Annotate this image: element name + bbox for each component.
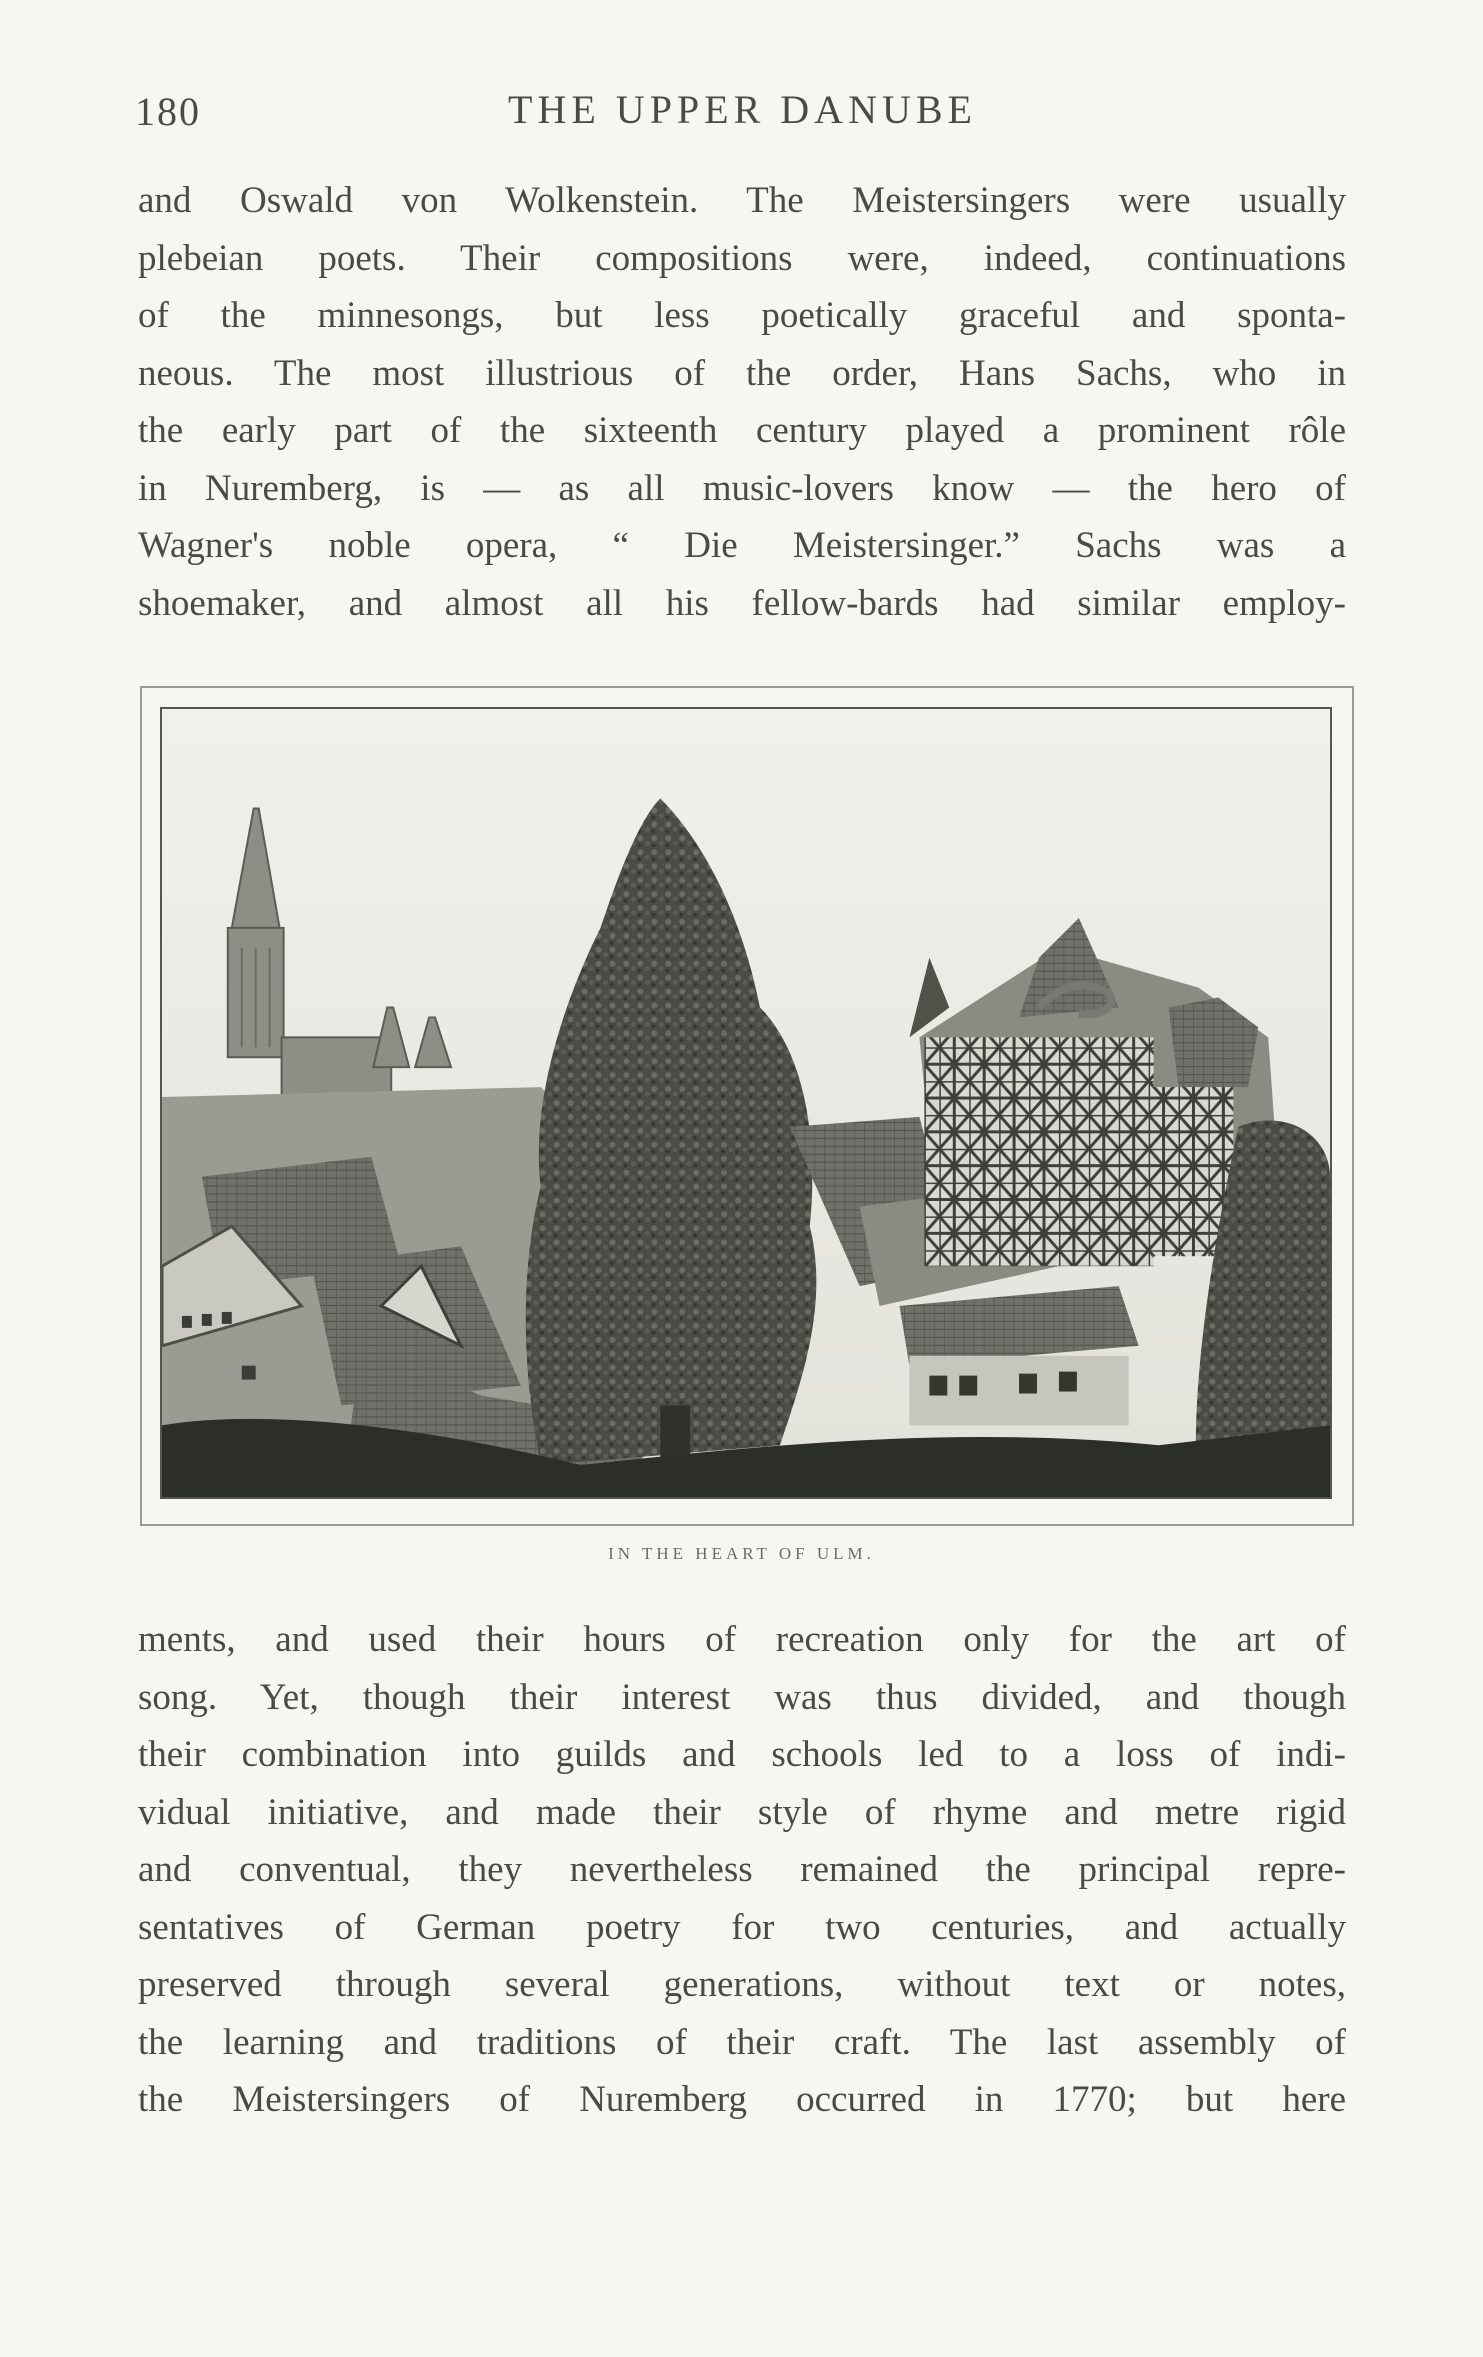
- text-line: Wagner's noble opera, “ Die Meistersinger.” Sachs was a: [138, 525, 1346, 566]
- page-header: [135, 82, 1350, 142]
- photograph-illustration: [162, 709, 1330, 1497]
- running-title: THE UPPER DANUBE: [508, 87, 977, 132]
- text-line: and Oswald von Wolkenstein. The Meistersingers were usually: [138, 180, 1346, 221]
- text-line: neous. The most illustrious of the order, Hans Sachs, who in: [138, 352, 1346, 394]
- text-line: sentatives of German poetry for two centuries, and actually: [138, 1906, 1346, 1948]
- page-number: 180: [135, 89, 201, 134]
- text-line: ments, and used their hours of recreation only for the art of: [138, 1619, 1346, 1660]
- paragraph-bottom: [138, 1611, 1346, 2129]
- text-line: vidual initiative, and made their style of rhyme and metre rigid: [138, 1791, 1346, 1833]
- text-line: their combination into guilds and schools led to a loss of indi-: [138, 1734, 1346, 1775]
- paragraph-top: [138, 172, 1346, 632]
- text-line: the early part of the sixteenth century played a prominent rôle: [138, 410, 1346, 451]
- figure-caption: IN THE HEART OF ULM.: [608, 1544, 875, 1563]
- photograph-ulm: [160, 707, 1332, 1499]
- text-line: the learning and traditions of their craft. The last assembly of: [138, 2021, 1346, 2063]
- text-line: and conventual, they nevertheless remained the principal repre-: [138, 1849, 1346, 1890]
- text-line: of the minnesongs, but less poetically graceful and sponta-: [138, 295, 1346, 336]
- text-line: preserved through several generations, without text or notes,: [138, 1964, 1346, 2005]
- text-line: plebeian poets. Their compositions were, indeed, continuations: [138, 237, 1346, 279]
- text-line: shoemaker, and almost all his fellow-bards had similar employ-: [138, 582, 1346, 624]
- text-line: song. Yet, though their interest was thus divided, and though: [138, 1676, 1346, 1718]
- text-line: in Nuremberg, is — as all music-lovers know — the hero of: [138, 467, 1346, 509]
- text-line: the Meistersingers of Nuremberg occurred in 1770; but here: [138, 2079, 1346, 2120]
